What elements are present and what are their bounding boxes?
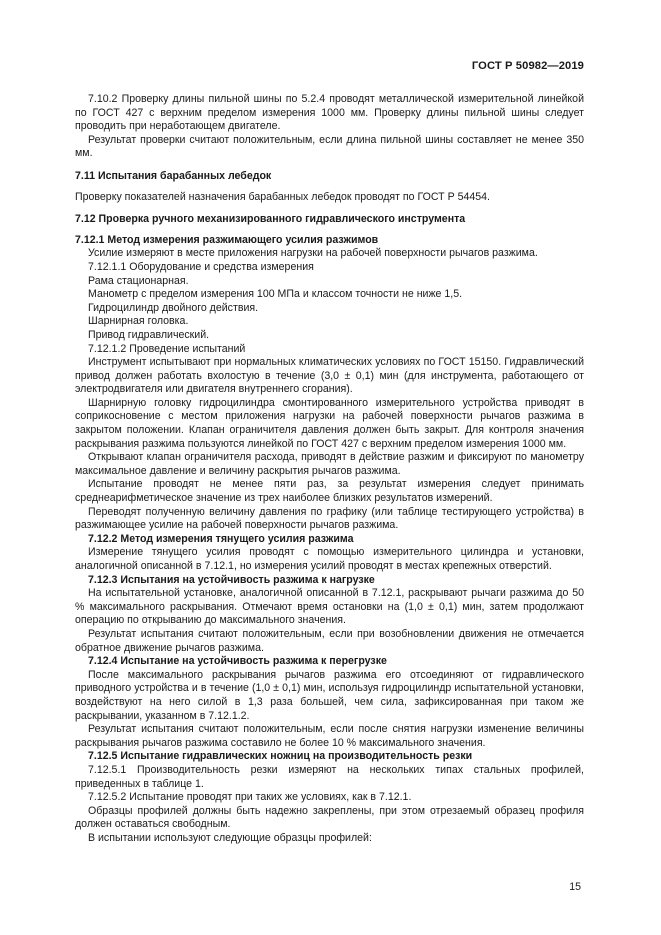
- spacer: [75, 184, 584, 191]
- subsection-heading-7-12-2: 7.12.2 Метод измерения тянущего усилия разжима: [88, 532, 354, 545]
- paragraph: Образцы профилей должны быть надежно закреплены, при этом отрезаемый образец профиля должен оставаться свободным.: [75, 804, 584, 831]
- paragraph: 7.12.5.1 Производительность резки измеряют на нескольких типах стальных профилей, приведенных в таблице 1.: [75, 763, 584, 790]
- paragraph: Результат проверки считают положительным, если длина пильной шины составляет не менее 350 мм.: [75, 133, 584, 160]
- paragraph: Открывают клапан ограничителя расхода, приводят в действие разжим и фиксируют по манометру максимальное давление и величину раскрытия рычагов разжима.: [75, 451, 584, 477]
- paragraph: 7.10.2 Проверку длины пильной шины по 5.2.4 проводят металлической измерительной линейкой по ГОСТ 427 с верхним пределом измерения 1000 мм. Проверку длины пильной шины следует проводить при неработающем двигателе.: [75, 93, 584, 133]
- paragraph: Измерение тянущего усилия проводят с помощью измерительного цилиндра и установки, аналогичной описанной в 7.12.1, но измерения усилий проводят в местах крепежных отверстий.: [75, 546, 584, 572]
- spacer: [75, 161, 584, 170]
- spacer: [75, 204, 584, 213]
- paragraph: 7.12.5.2 Испытание проводят при таких же условиях, как в 7.12.1.: [88, 791, 412, 804]
- paragraph: Усилие измеряют в месте приложения нагрузки на рабочей поверхности рычагов разжима.: [88, 247, 538, 260]
- list-line: Гидроцилиндр двойного действия.: [88, 301, 259, 314]
- standard-code-header: ГОСТ Р 50982—2019: [471, 60, 584, 72]
- subsection-heading-7-12-5: 7.12.5 Испытание гидравлических ножниц на производительность резки: [88, 750, 473, 763]
- paragraph: Шарнирную головку гидроцилиндра смонтированного измерительного устройства приводят в соприкосновение с местом приложения нагрузки на рабочей поверхности рычагов разжима в закрытом положении. Клапан ограничителя давления должен быть закрыт. Для контроля значения раскрывания разжима пользуются линейкой по ГОСТ 427 с верхним пределом измерения 1000 мм.: [75, 396, 584, 450]
- paragraph: 7.12.1.2 Проведение испытаний: [88, 342, 246, 355]
- paragraph: Переводят полученную величину давления по графику (или таблице тестирующего устройства) в разжимающее усилие на рабочей поверхности рычагов разжима.: [75, 505, 584, 532]
- paragraph: После максимального раскрывания рычагов разжима его отсоединяют от гидравлического приводного устройства и в течение (1,0 ± 0,1) мин, используя гидроцилиндр испытательной установки, воздействуют на него силой в 1,3 раза большей, чем сила, зафиксированная при таком же раскрывании, указанном в 7.12.1.2.: [75, 668, 584, 722]
- paragraph: Инструмент испытывают при нормальных климатических условиях по ГОСТ 15150. Гидравлический привод должен работать вхолостую в течение (3,0 ± 0,1) мин (для инструмента, работающего от электродвигателя или двигателя внутреннего сгорания).: [75, 356, 584, 396]
- paragraph: На испытательной установке, аналогичной описанной в 7.12.1, раскрывают рычаги разжима до 50 % максимального раскрывания. Отмечают время остановки на (1,0 ± 0,1) мин, затем продолжают операцию по открыванию до максимального значения.: [75, 587, 584, 627]
- paragraph: Результат испытания считают положительным, если при возобновлении движения не отмечается обратное движение рычагов разжима.: [75, 627, 584, 654]
- document-body: [75, 93, 584, 845]
- subsection-heading-7-12-3: 7.12.3 Испытания на устойчивость разжима к нагрузке: [88, 573, 375, 586]
- list-line: Шарнирная головка.: [88, 315, 189, 328]
- subsection-heading-7-12-1: 7.12.1 Метод измерения разжимающего усилия разжимов: [75, 233, 379, 246]
- section-heading-7-11: 7.11 Испытания барабанных лебедок: [75, 169, 272, 182]
- subsection-heading-7-12-4: 7.12.4 Испытание на устойчивость разжима к перегрузке: [88, 655, 387, 668]
- paragraph: В испытании используют следующие образцы профилей:: [88, 831, 372, 844]
- list-line: Привод гидравлический.: [88, 328, 210, 341]
- list-line: Манометр с пределом измерения 100 МПа и классом точности не ниже 1,5.: [88, 288, 463, 301]
- list-line: Рама стационарная.: [88, 274, 189, 287]
- spacer: [75, 227, 584, 234]
- paragraph: Испытание проводят не менее пяти раз, за результат измерения следует принимать среднеарифметическое значение из трех наиболее близких результатов измерений.: [75, 478, 584, 505]
- page-number: 15: [569, 881, 581, 893]
- section-heading-7-12: 7.12 Проверка ручного механизированного гидравлического инструмента: [75, 213, 466, 226]
- paragraph: Результат испытания считают положительным, если после снятия нагрузки изменение величины раскрывания рычагов разжима составило не более 10 % максимального значения.: [75, 723, 584, 749]
- paragraph: 7.12.1.1 Оборудование и средства измерения: [88, 260, 314, 273]
- paragraph: Проверку показателей назначения барабанных лебедок проводят по ГОСТ Р 54454.: [75, 190, 490, 203]
